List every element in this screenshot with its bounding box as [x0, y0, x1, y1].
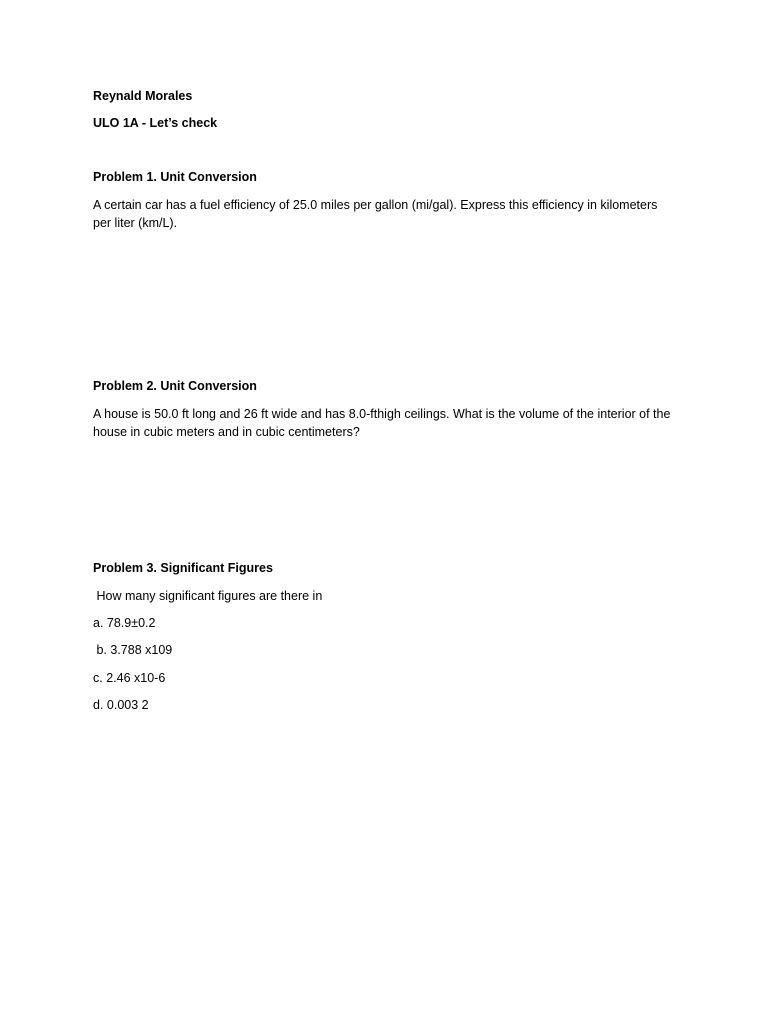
problem-3-item-c: c. 2.46 x10-6	[93, 671, 166, 685]
problem-3-item-a: a. 78.9±0.2	[93, 616, 156, 630]
problem-1-text: A certain car has a fuel efficiency of 25.0 miles per gallon (mi/gal). Express this efficiency in kilometers per liter (km/L).	[93, 198, 658, 230]
author-name: Reynald Morales	[93, 89, 193, 103]
problem-3-item-d: d. 0.003 2	[93, 698, 149, 712]
assignment-title: ULO 1A - Let’s check	[93, 116, 218, 130]
problem-2-text: A house is 50.0 ft long and 26 ft wide and has 8.0-fthigh ceilings. What is the volume of the interior of the house in cubic meters and in cubic centimeters?	[93, 407, 671, 439]
problem-1-title: Problem 1. Unit Conversion	[93, 170, 257, 184]
problem-3-text: How many significant figures are there in	[93, 589, 323, 603]
problem-3-item-b: b. 3.788 x109	[93, 643, 173, 657]
problem-2-title: Problem 2. Unit Conversion	[93, 379, 257, 393]
problem-3-title: Problem 3. Significant Figures	[93, 561, 273, 575]
